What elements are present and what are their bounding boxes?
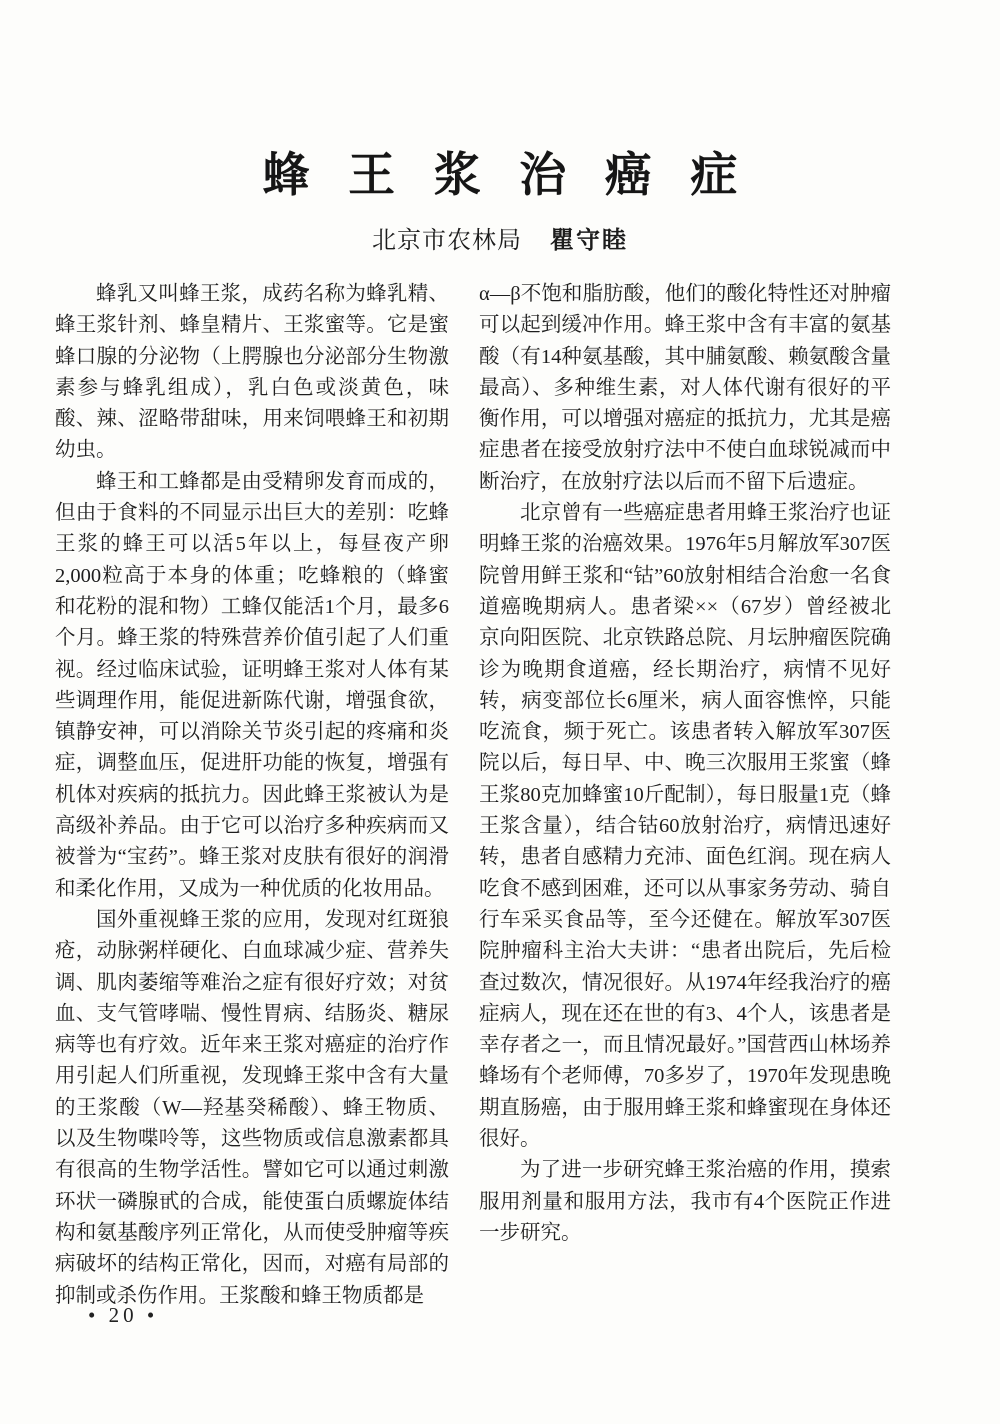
paragraph: 为了进一步研究蜂王浆治癌的作用，摸索服用剂量和服用方法，我市有4个医院正作进一步研究。 bbox=[479, 1159, 891, 1244]
page-number: • 20 • bbox=[88, 1303, 159, 1327]
byline-organization: 北京市农林局 bbox=[372, 228, 522, 254]
right-column bbox=[479, 279, 891, 1249]
byline bbox=[0, 220, 1000, 255]
byline-author: 瞿守睦 bbox=[550, 228, 628, 254]
paragraph-continuation: α—β不饱和脂肪酸，他们的酸化特性还对肿瘤可以起到缓冲作用。蜂王浆中含有丰富的氨基酸（有14种氨基酸，其中脯氨酸、赖氨酸含量最高）、多种维生素，对人体代谢有很好的平衡作用，可以增强对癌症的抵抗力，尤其是癌症患者在接受放射疗法中不使白血球锐减而中断治疗，在放射疗法以后而不留下后遗症。 bbox=[479, 283, 891, 493]
paragraph: 北京曾有一些癌症患者用蜂王浆治疗也证明蜂王浆的治癌效果。1976年5月解放军307医院曾用鲜王浆和“钴”60放射相结合治愈一名食道癌晚期病人。患者梁××（67岁）曾经被北京向阳医院、北京铁路总院、月坛肿瘤医院确诊为晚期食道癌，经长期治疗，病情不见好转，病变部位长6厘米，病人面容憔悴，只能吃流食，频于死亡。该患者转入解放军307医院以后，每日早、中、晚三次服用王浆蜜（蜂王浆80克加蜂蜜10斤配制），每日服量1克（蜂王浆含量），结合钴60放射治疗，病情迅速好转，患者自感精力充沛、面色红润。现在病人吃食不感到困难，还可以从事家务劳动、骑自行车采买食品等，至今还健在。解放军307医院肿瘤科主治大夫讲：“患者出院后，先后检查过数次，情况很好。从1974年经我治疗的癌症病人，现在还在世的有3、4个人，该患者是幸存者之一，而且情况最好。”国营西山林场养蜂场有个老师傅，70多岁了，1970年发现患晚期直肠癌，由于服用蜂王浆和蜂蜜现在身体还很好。 bbox=[479, 502, 891, 1151]
paragraph: 蜂王和工蜂都是由受精卵发育而成的，但由于食料的不同显示出巨大的差别：吃蜂王浆的蜂王可以活5年以上，每昼夜产卵2,000粒高于本身的体重；吃蜂粮的（蜂蜜和花粉的混和物）工蜂仅能活1个月，最多6个月。蜂王浆的特殊营养价值引起了人们重视。经过临床试验，证明蜂王浆对人体有某些调理作用，能促进新陈代谢，增强食欲，镇静安神，可以消除关节炎引起的疼痛和炎症，调整血压，促进肝功能的恢复，增强有机体对疾病的抵抗力。因此蜂王浆被认为是高级补养品。由于它可以治疗多种疾病而又被誉为“宝药”。蜂王浆对皮肤有很好的润滑和柔化作用，又成为一种优质的化妆用品。 bbox=[55, 470, 449, 900]
paragraph: 蜂乳又叫蜂王浆，成药名称为蜂乳精、蜂王浆针剂、蜂皇精片、王浆蜜等。它是蜜蜂口腺的分泌物（上腭腺也分泌部分生物激素参与蜂乳组成），乳白色或淡黄色，味酸、辣、涩略带甜味，用来饲喂蜂王和初期幼虫。 bbox=[55, 283, 449, 462]
left-column bbox=[55, 279, 449, 1312]
paragraph: 国外重视蜂王浆的应用，发现对红斑狼疮，动脉粥样硬化、白血球减少症、营养失调、肌肉萎缩等难治之症有很好疗效；对贫血、支气管哮喘、慢性胃病、结肠炎、糖尿病等也有疗效。近年来王浆对癌症的治疗作用引起人们所重视，发现蜂王浆中含有大量的王浆酸（W—羟基癸稀酸）、蜂王物质、以及生物喋呤等，这些物质或信息激素都具有很高的生物学活性。譬如它可以通过刺激环状一磷腺甙的合成，能使蛋白质螺旋体结构和氨基酸序列正常化，从而使受肿瘤等疾病破坏的结构正常化，因而，对癌有局部的抑制或杀伤作用。王浆酸和蜂王物质都是 bbox=[55, 908, 449, 1307]
article-title: 蜂王浆治癌症 bbox=[262, 150, 776, 202]
